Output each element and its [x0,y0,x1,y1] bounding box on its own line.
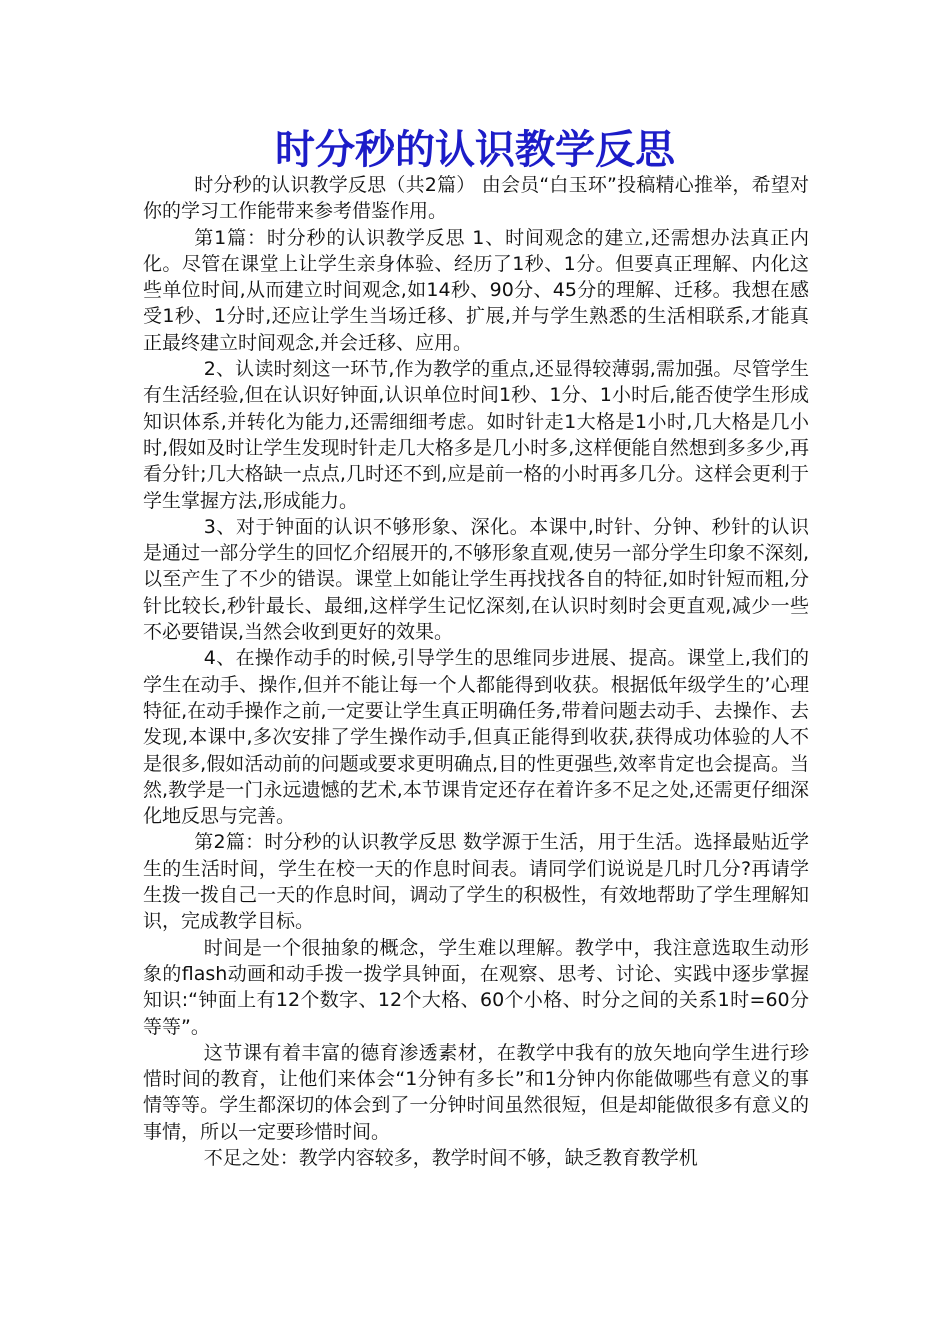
paragraph-part1-point2: 2、认读时刻这一环节,作为教学的重点,还显得较薄弱,需加强。尽管学生有生活经验,但在认识好钟面,认识单位时间1秒、1分、1小时后,能否使学生形成知识体系,并转化为能力,还需细细考虑。如时针走1大格是1小时,几大格是几小时,假如及时让学生发现时针走几大格多是几小时多,这样便能自然想到多多少,再看分针;几大格缺一点点,几时还不到,应是前一格的小时再多几分。这样会更利于学生掌握方法,形成能力。 [143,358,809,512]
paragraph-part2-moral: 这节课有着丰富的德育渗透素材，在教学中我有的放矢地向学生进行珍惜时间的教育，让他们来体会“1分钟有多长”和1分钟内你能做哪些有意义的事情等等。学生都深切的体会到了一分钟时间虽然很短，但是却能做很多有意义的事情，所以一定要珍惜时间。 [143,1041,809,1143]
paragraph-part1-point3: 3、对于钟面的认识不够形象、深化。本课中,时针、分钟、秒针的认识是通过一部分学生的回忆介绍展开的,不够形象直观,使另一部分学生印象不深刻,以至产生了不少的错误。课堂上如能让学生再找找各自的特征,如时针短而粗,分针比较长,秒针最长、最细,这样学生记忆深刻,在认识时刻时会更直观,减少一些不必要错误,当然会收到更好的效果。 [143,515,809,644]
document-body [143,172,809,1171]
document-title: 时分秒的认识教学反思 [275,126,675,173]
paragraph-part2-concept: 时间是一个很抽象的概念，学生难以理解。教学中，我注意选取生动形象的flash动画和动手拨一拨学具钟面，在观察、思考、讨论、实践中逐步掌握知识:“钟面上有12个数字、12个大格、60个小格、时分之间的关系1时=60分等等”。 [143,936,809,1038]
paragraph-part1-point4: 4、在操作动手的时候,引导学生的思维同步进展、提高。课堂上,我们的学生在动手、操作,但并不能让每一个人都能得到收获。根据低年级学生的’心理特征,在动手操作之前,一定要让学生真正明确任务,带着问题去动手、去操作、去发现,本课中,多次安排了学生操作动手,但真正能得到收获,获得成功体验的人不是很多,假如活动前的问题或要求更明确点,目的性更强些,效率肯定也会提高。当然,教学是一门永远遗憾的艺术,本节课肯定还存在着许多不足之处,还需更仔细深化地反思与完善。 [143,647,809,828]
paragraph-part2-shortcomings: 不足之处：教学内容较多，教学时间不够，缺乏教育教学机 [203,1146,698,1169]
paragraph-intro: 时分秒的认识教学反思（共2篇） 由会员“白玉环”投稿精心推举，希望对你的学习工作能带来参考借鉴作用。 [143,174,809,223]
paragraph-part2-intro: 第2篇：时分秒的认识教学反思 数学源于生活，用于生活。选择最贴近学生的生活时间，学生在校一天的作息时间表。请同学们说说是几时几分?再请学生拨一拨自己一天的作息时间，调动了学生的积极性，有效地帮助了学生理解知识，完成教学目标。 [143,831,809,933]
paragraph-part1-point1: 第1篇：时分秒的认识教学反思 1、时间观念的建立,还需想办法真正内化。尽管在课堂上让学生亲身体验、经历了1秒、1分。但要真正理解、内化这些单位时间,从而建立时间观念,如14秒、90分、45分的理解、迁移。我想在感受1秒、1分时,还应让学生当场迁移、扩展,并与学生熟悉的生活相联系,才能真正最终建立时间观念,并会迁移、应用。 [143,226,809,354]
